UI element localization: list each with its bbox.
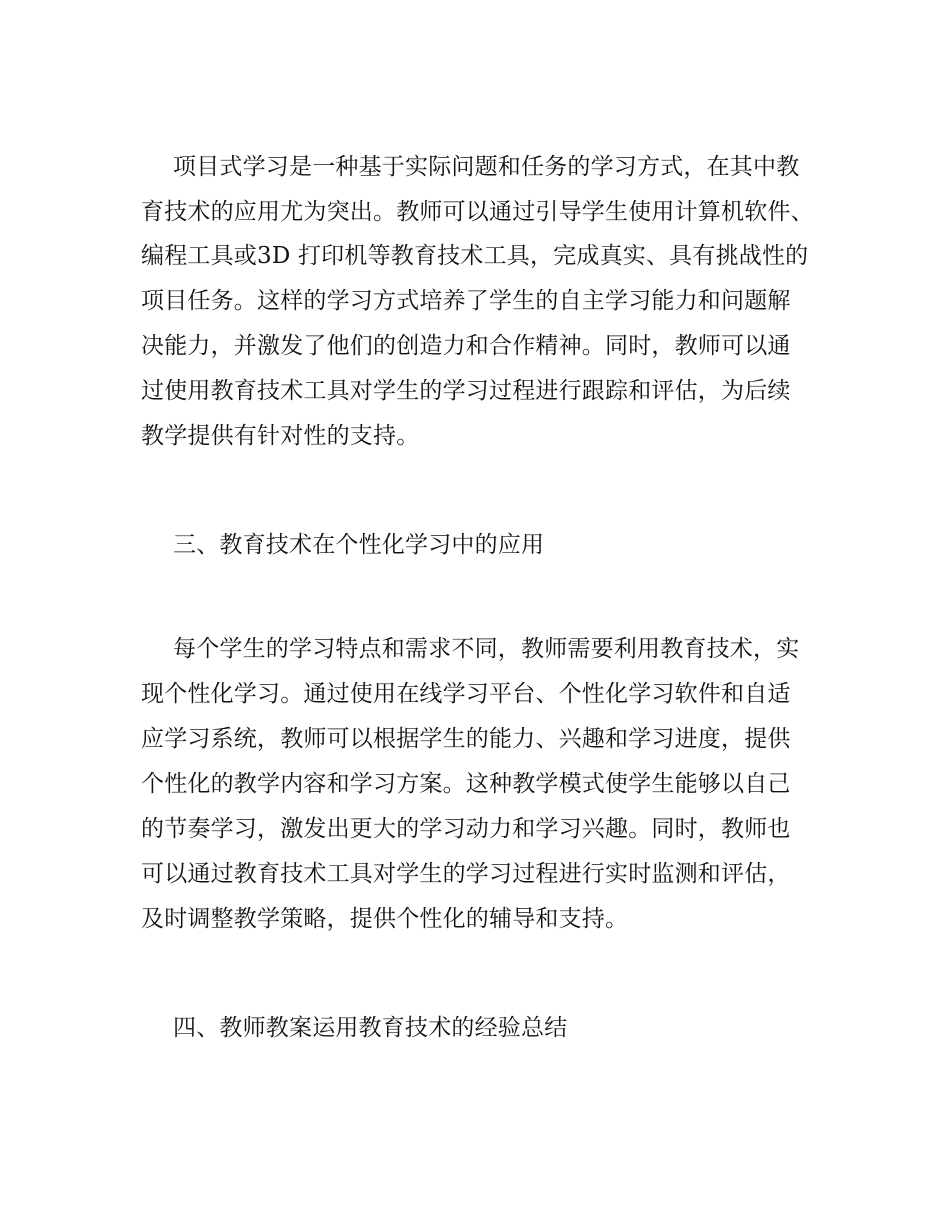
paragraph-line: 现个性化学习。通过使用在线学习平台、个性化学习软件和自适 <box>141 681 791 707</box>
section-heading-experience-summary: 四、教师教案运用教育技术的经验总结 <box>173 1015 568 1041</box>
paragraph-line: 决能力，并激发了他们的创造力和合作精神。同时，教师可以通 <box>141 333 791 359</box>
paragraph-line: 育技术的应用尤为突出。教师可以通过引导学生使用计算机软件、 <box>141 199 814 225</box>
paragraph-line: 应学习系统，教师可以根据学生的能力、兴趣和学习进度，提供 <box>141 726 791 752</box>
paragraph-line: 的节奏学习，激发出更大的学习动力和学习兴趣。同时，教师也 <box>141 816 791 842</box>
paragraph-line: 可以通过教育技术工具对学生的学习过程进行实时监测和评估， <box>141 861 791 887</box>
section-heading-personalized-learning: 三、教育技术在个性化学习中的应用 <box>173 532 545 558</box>
paragraph-line: 每个学生的学习特点和需求不同，教师需要利用教育技术，实 <box>173 636 800 662</box>
paragraph-line: 项目任务。这样的学习方式培养了学生的自主学习能力和问题解 <box>141 288 791 314</box>
paragraph-line: 过使用教育技术工具对学生的学习过程进行跟踪和评估，为后续 <box>141 378 791 404</box>
paragraph-line: 编程工具或3D 打印机等教育技术工具，完成真实、具有挑战性的 <box>141 243 809 269</box>
paragraph-line: 项目式学习是一种基于实际问题和任务的学习方式，在其中教 <box>173 154 800 180</box>
paragraph-line: 及时调整教学策略，提供个性化的辅导和支持。 <box>141 906 629 932</box>
paragraph-line: 教学提供有针对性的支持。 <box>141 423 420 449</box>
paragraph-line: 个性化的教学内容和学习方案。这种教学模式使学生能够以自己 <box>141 771 791 797</box>
